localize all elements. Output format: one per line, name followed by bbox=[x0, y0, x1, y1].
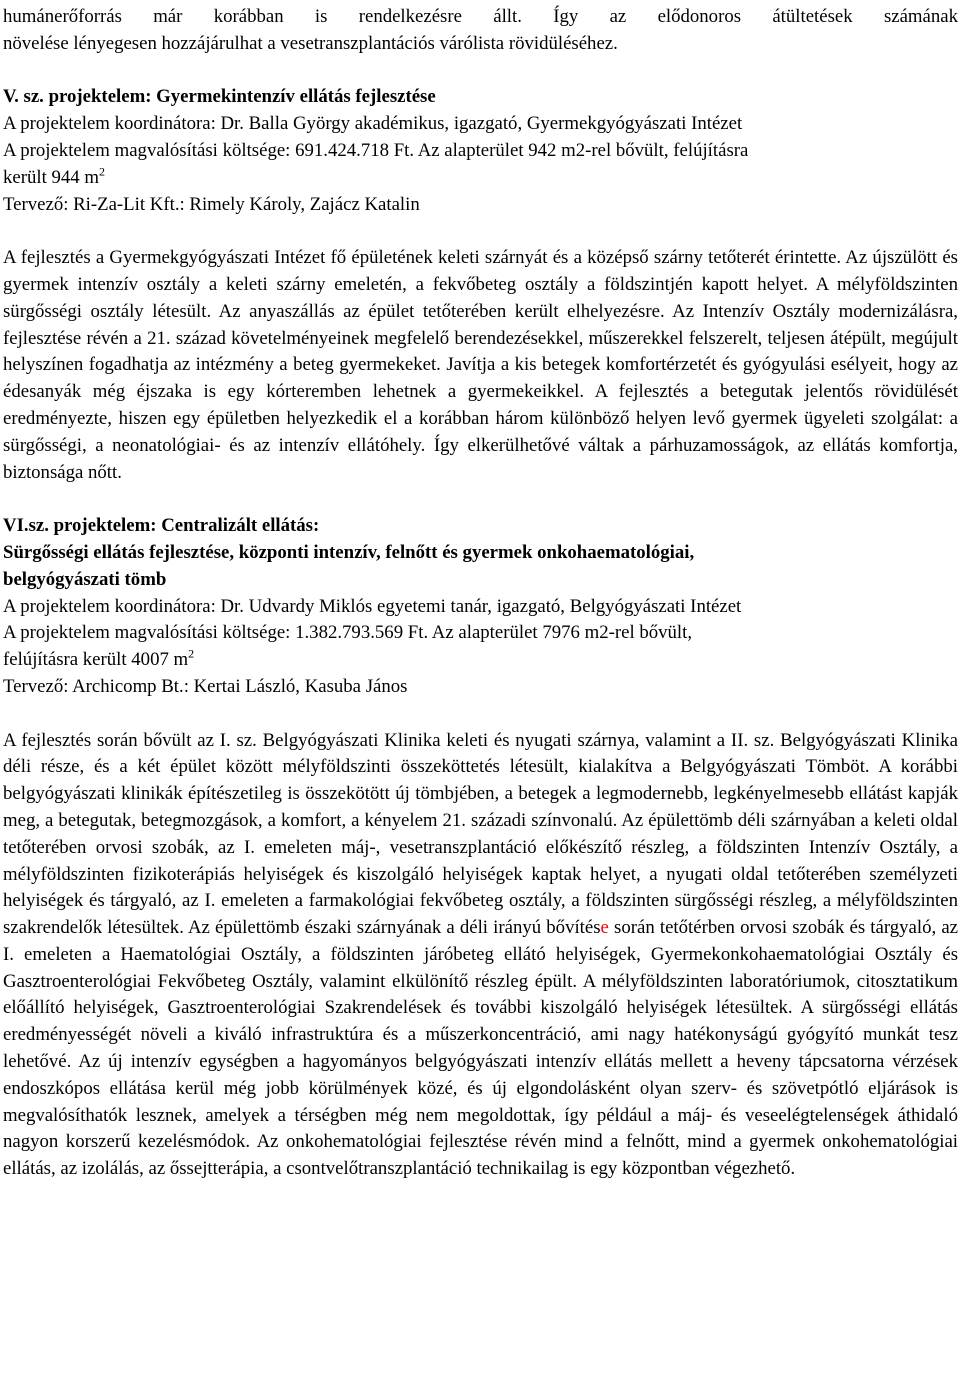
section-6-body-part-1: A fejlesztés során bővült az I. sz. Belgyógyászati Klinika keleti és nyugati szárnya, valamint a II. sz. Belgyógyászati Klinika déli része, és a két épület között mélyföldszinti összeköttetés létesült, kialakítva a Belgyógyászati Tömböt. A korábbi belgyógyászati klinikák építészetileg is összekötött új tömbjében, a betegek a legmodernebb, legkényelmesebb ellátást kapják meg, a betegutak, betegmozgások, a komfort, a kényelem 21. századi színvonalú. Az épülettömb déli szárnyában a keleti oldal tetőterében orvosi szobák, az I. emeleten máj-, vesetranszplantáció előkészítő részleg, a földszinten Intenzív Osztály, a mélyföldszinten fizikoterápiás helyiségek és kiszolgáló helyiségek kaptak helyet, a nyugati oldal tetőterében személyzeti helyiségek és tárgyaló, az I. emeleten a farmakológiai fekvőbeteg osztály, a földszinten sürgősségi részleg, a mélyföldszinten szakrendelők létesültek. Az épülettömb északi szárnyának a déli irányú bővítés bbox=[3, 729, 958, 939]
section-6-cost-line-1: A projektelem magvalósítási költsége: 1.382.793.569 Ft. Az alapterület 7976 m2-rel bővült, bbox=[3, 622, 693, 644]
section-5-coordinator: A projektelem koordinátora: Dr. Balla György akadémikus, igazgató, Gyermekgyógyászati Intézet bbox=[3, 113, 743, 135]
section-5 bbox=[3, 84, 958, 486]
section-6-heading-line-2: Sürgősségi ellátás fejlesztése, központi intenzív, felnőtt és gyermek onkohaematológiai, bbox=[3, 541, 695, 563]
section-6-heading-line-1: VI.sz. projektelem: Centralizált ellátás: bbox=[3, 515, 320, 537]
superscript: 2 bbox=[98, 164, 105, 179]
intro-line-2: növelése lényegesen hozzájárulhat a vesetranszplantációs várólista rövidüléséhez. bbox=[3, 32, 618, 54]
section-6 bbox=[3, 513, 958, 1183]
section-6-body-red-letter: e bbox=[600, 917, 609, 939]
section-6-body-part-2: során tetőtérben orvosi szobák és tárgyaló, az I. emeleten a Haematológiai Osztály, a földszinten járóbeteg ellátó helyiségek, Gyermekonkohaematológiai Osztály és Gasztroenterológiai Fekvőbeteg Osztály, valamint elkülönítő részleg épült. A mélyföldszinten laboratóriumok, citosztatikum előállító helyiségek, Gasztroenterológiai Szakrendelések és további kiszolgáló helyiségek létesültek. A sürgősségi ellátás eredményességét növeli a kiváló infrastruktúra és a műszerkoncentráció, ami nagy hatékonyságú gyógyító munkát tesz lehetővé. Az új intenzív egységben a hagyományos belgyógyászati intenzív ellátás mellett a heveny tápcsatorna vérzések endoszkópos ellátása kerül még jobb körülmények közé, és új elgondolásként olyan szerv- és szövetpótló eljárások is megvalósíthatók lesznek, amelyek a térségben még nem megoldottak, így például a máj- és veseelégtelenségek áthidaló nagyon korszerű kezelésmódok. Az onkohematológiai fejlesztése révén mind a felnőtt, mind a gyermek onkohematológiai ellátás, az izolálás, az őssejtterápia, a csontvelőtranszplantáció technikailag is egy központban végezhető. bbox=[3, 917, 958, 1180]
section-6-designer: Tervező: Archicomp Bt.: Kertai László, Kasuba János bbox=[3, 675, 408, 697]
section-5-body: A fejlesztés a Gyermekgyógyászati Intézet fő épületének keleti szárnyát és a középső szárny tetőterét érintette. Az újszülött és gyermek intenzív osztály a keleti szárny emeletén, a fekvőbeteg osztály a földszintjén kapott helyet. A mélyföldszinten sürgősségi osztály létesült. Az anyaszállás az épület tetőterében került elhelyezésre. Az Intenzív Osztály modernizálásra, fejlesztése révén a 21. század követelményeinek megfelelő berendezésekkel, műszerekkel felszerelt, teljesen átépült, megújult helyszínen fogadhatja az intézmény a beteg gyermekeket. Javítja a kis betegek komfortérzetét és gyógyulási esélyeit, hogy az édesanyák még éjszaka is egy kórteremben lehetnek a gyermekeikkel. A fejlesztés a betegutak jelentős rövidülését eredményezte, hiszen egy épületben helyezkedik el a korábban három különböző helyen levő gyermek ügyeleti szolgálat: a sürgősségi, a neonatológiai- és az intenzív ellátóhely. Így elkerülhetővé váltak a párhuzamosságok, az ellátás komfortja, biztonsága nőtt. bbox=[3, 247, 958, 483]
spacer bbox=[3, 701, 958, 728]
superscript: 2 bbox=[188, 646, 195, 661]
spacer bbox=[3, 486, 958, 513]
section-6-coordinator: A projektelem koordinátora: Dr. Udvardy Miklós egyetemi tanár, igazgató, Belgyógyászati Intézet bbox=[3, 595, 742, 617]
section-5-designer: Tervező: Ri-Za-Lit Kft.: Rimely Károly, Zajácz Katalin bbox=[3, 193, 420, 215]
section-6-cost-line-2-text: felújításra került 4007 m bbox=[3, 649, 189, 671]
section-6-body bbox=[3, 728, 958, 1184]
section-5-cost-line-2 bbox=[3, 165, 958, 192]
spacer bbox=[3, 58, 958, 85]
section-5-heading: V. sz. projektelem: Gyermekintenzív ellátás fejlesztése bbox=[3, 86, 436, 108]
section-5-cost-line-2-text: került 944 m bbox=[3, 166, 99, 188]
section-6-cost-line-2 bbox=[3, 647, 958, 674]
section-6-heading-line-3: belgyógyászati tömb bbox=[3, 568, 167, 590]
intro-line-1: humánerőforrás már korábban is rendelkezésre állt. Így az elődonoros átültetések számának bbox=[3, 6, 958, 27]
section-5-cost-line-1: A projektelem magvalósítási költsége: 691.424.718 Ft. Az alapterület 942 m2-rel bővült, felújításra bbox=[3, 139, 749, 161]
spacer bbox=[3, 218, 958, 245]
